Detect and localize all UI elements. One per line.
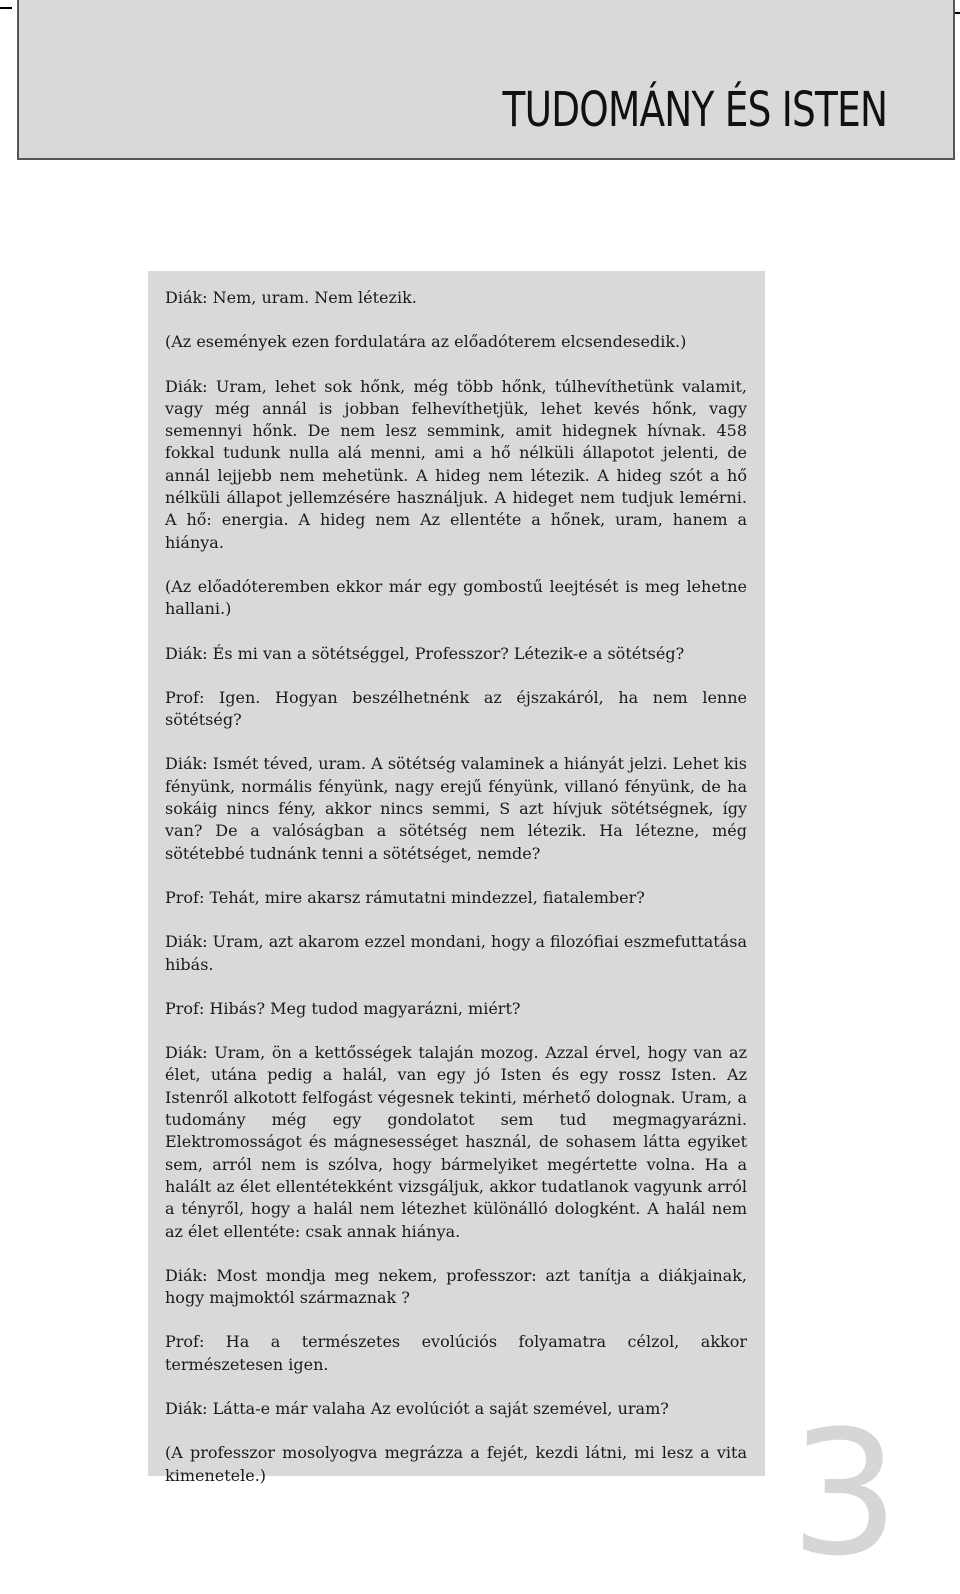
paragraph-pin-drop: (Az előadóteremben ekkor már egy gombostű leejtését is meg lehetne hallani.) (165, 576, 747, 619)
paragraph-prof-smiles: (A professzor mosolyogva megrázza a fejét, kezdi látni, mi lesz a vita kimenetele.) (165, 1443, 747, 1485)
paragraph-student-seen-evolution: Diák: Látta-e már valaha Az evolúciót a saját szemével, uram? (165, 1398, 669, 1418)
paragraph-hall-silence: (Az események ezen fordulatára az előadóterem elcsendesedik.) (165, 332, 687, 352)
paragraph-prof-yes: Prof: Igen. Hogyan beszélhetnénk az éjszakáról, ha nem lenne sötétség? (165, 687, 747, 730)
paragraph-student-no: Diák: Nem, uram. Nem létezik. (165, 288, 417, 307)
paragraph-prof-point: Prof: Tehát, mire akarsz rámutatni mindezzel, fiatalember? (165, 887, 645, 907)
paragraph-prof-evolution: Prof: Ha a természetes evolúciós folyamatra célzol, akkor természetesen igen. (165, 1332, 747, 1374)
paragraph-student-heat: Diák: Uram, lehet sok hőnk, még több hőnk, túlhevíthetünk valamit, vagy még annál is jobban felhevíthetjük, lehet kevés hőnk, vagy semennyi hőnk. De nem lesz semmink, amit hidegnek hívnak. 458 fokkal tudunk nulla alá menni, ami a hő nélküli állapotot jelenti, de annál lejjebb nem mehetünk. A hideg nem létezik. A hideg szót a hő nélküli állapot jellemzésére használjuk. A hideget nem tudjuk lemérni. A hő: energia. A hideg nem Az ellentéte a hőnek, uram, hanem a hiánya. (165, 376, 747, 552)
paragraph-student-flawed: Diák: Uram, azt akarom ezzel mondani, hogy a filozófiai eszmefuttatása hibás. (165, 932, 747, 974)
crop-mark-top-left (0, 7, 12, 9)
text-panel (148, 271, 765, 1485)
header-band (17, 0, 955, 160)
paragraph-student-light: Diák: Ismét téved, uram. A sötétség valaminek a hiányát jelzi. Lehet kis fényünk, normális fényünk, nagy erejű fényünk, villanó fényünk, de ha sokáig nincs fény, akkor nincs semmi, S azt hívjuk sötétségnek, így van? De a valóságban a sötétség nem létezik. Ha létezne, még sötétebbé tudnánk tenni a sötétséget, nemde? (165, 754, 747, 863)
page-title: TUDOMÁNY ÉS ISTEN (502, 82, 887, 138)
page-number: 3 (790, 1393, 900, 1594)
paragraph-prof-flawed: Prof: Hibás? Meg tudod magyarázni, miért? (165, 998, 521, 1018)
paragraph-student-duality: Diák: Uram, ön a kettősségek talaján mozog. Azzal érvel, hogy van az élet, utána pedig a halál, van egy jó Isten és egy rossz Isten. Az Istenről alkotott felfogást végesnek tekinti, mérhető dolognak. Uram, a tudomány még egy gondolatot sem tud megmagyarázni. Elektromosságot és mágnesességet használ, de sohasem látta egyiket sem, arról nem is szólva, hogy bármelyiket megértette volna. Ha a halált az élet ellentétekként vizsgáljuk, akkor tudatlanok vagyunk arról a tényről, hogy a halál nem létezhet különálló dologként. A halál nem az élet ellentéte: csak annak hiánya. (165, 1043, 747, 1241)
paragraph-student-darkness-question: Diák: És mi van a sötétséggel, Professzor? Létezik-e a sötétség? (165, 643, 685, 663)
paragraph-student-monkeys: Diák: Most mondja meg nekem, professzor: azt tanítja a diákjainak, hogy majmoktól származnak ? (165, 1265, 747, 1308)
